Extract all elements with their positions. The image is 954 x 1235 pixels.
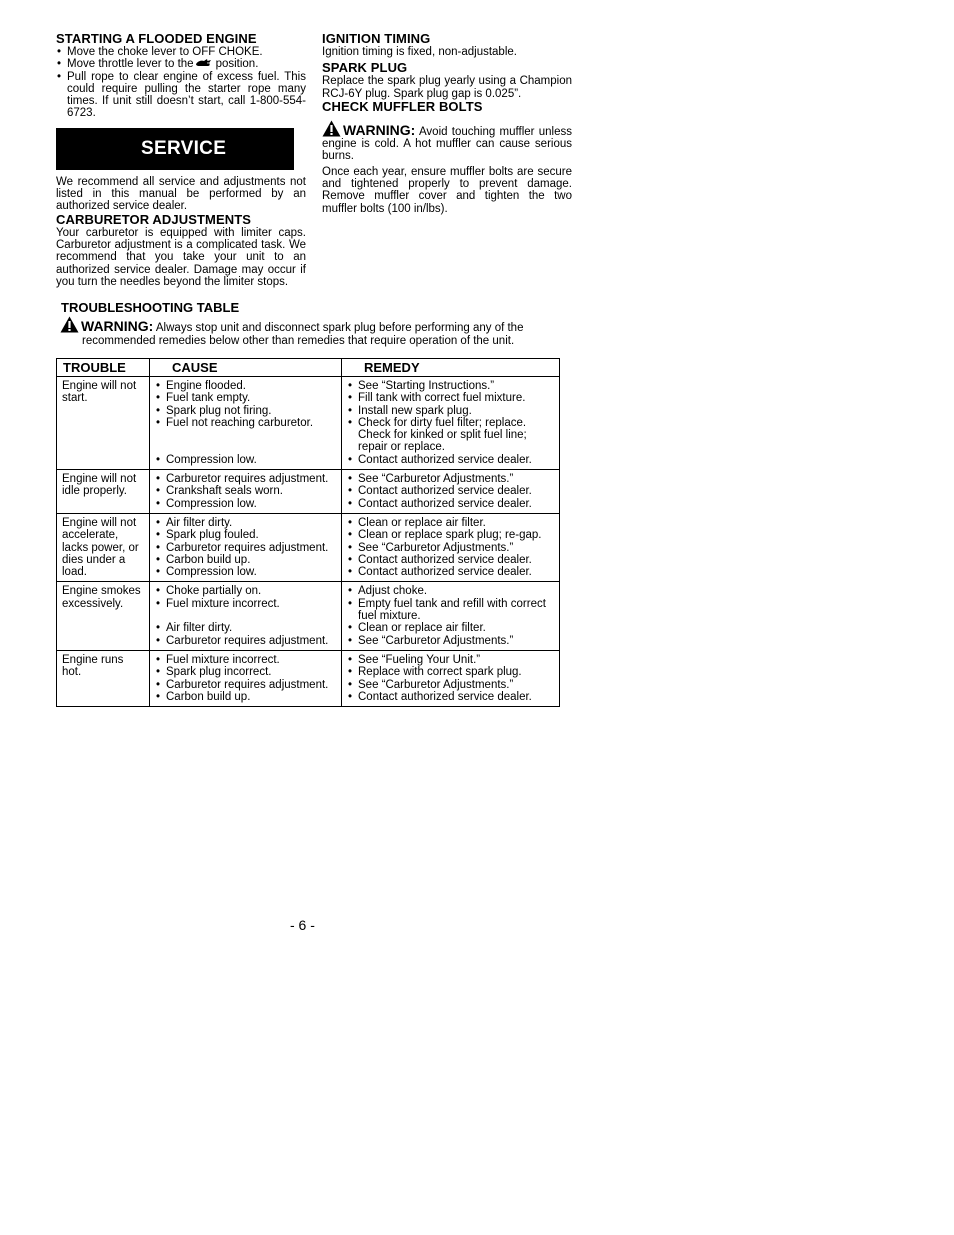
cause-item: • Fuel mixture incorrect. (155, 598, 337, 610)
muffler-warning-label: WARNING: (343, 121, 416, 138)
table-row (57, 650, 560, 706)
service-banner-title: SERVICE (141, 137, 227, 159)
remedy-item: • See “Carburetor Adjustments.” (347, 542, 555, 554)
remedy-item: • See “Starting Instructions.” (347, 380, 555, 392)
remedy-item: • See “Fueling Your Unit.” (347, 654, 555, 666)
right-column (322, 32, 572, 215)
troubleshooting-warning (60, 316, 562, 348)
remedy-item: • Empty fuel tank and refill with correct fuel mixture. (347, 598, 555, 623)
service-intro: We recommend all service and adjustments not listed in this manual be performed by an authorized service dealer. (56, 175, 306, 213)
warning-triangle-icon (60, 316, 79, 333)
remedy-cell (342, 582, 560, 650)
muffler-heading: CHECK MUFFLER BOLTS (322, 98, 483, 114)
trouble-cell: Engine runs hot. (57, 650, 150, 706)
remedy-cell (342, 513, 560, 581)
ignition-heading: IGNITION TIMING (322, 31, 431, 46)
cause-item: • Spark plug not firing. (155, 405, 337, 417)
carburetor-text: Your carburetor is equipped with limiter caps. Carburetor adjustment is a complicated task. We recommend that you take your unit to an authorized service dealer. Damage may occur if you turn the needles beyond the limiter stops. (56, 226, 306, 288)
remedy-item: • Contact authorized service dealer. (347, 566, 555, 578)
cause-item: • Spark plug fouled. (155, 529, 337, 541)
table-row (57, 470, 560, 514)
troubleshooting-warning-label: WARNING: (81, 318, 154, 334)
cause-cell (150, 377, 342, 470)
table-header-row (57, 359, 560, 377)
remedy-item: • Check for dirty fuel filter; replace. Check for kinked or split fuel line; repair or replace. (347, 417, 555, 454)
cause-item: • Engine flooded. (155, 380, 337, 392)
cause-item: • Carbon build up. (155, 691, 337, 703)
fast-throttle-rabbit-icon (195, 58, 213, 68)
table-row (57, 513, 560, 581)
troubleshooting-heading: TROUBLESHOOTING TABLE (61, 300, 240, 315)
cause-item: • Fuel tank empty. (155, 392, 337, 404)
remedy-item: • See “Carburetor Adjustments.” (347, 473, 555, 485)
cause-cell (150, 470, 342, 514)
flooded-engine-heading: STARTING A FLOODED ENGINE (56, 31, 257, 46)
cause-column-header: CAUSE (150, 359, 342, 377)
carburetor-heading: CARBURETOR ADJUSTMENTS (56, 211, 252, 227)
table-row (57, 582, 560, 650)
remedy-item: • Replace with correct spark plug. (347, 666, 555, 678)
remedy-item: • Fill tank with correct fuel mixture. (347, 392, 555, 404)
spark-plug-text: Replace the spark plug yearly using a Champion RCJ-6Y plug. Spark plug gap is 0.025”. (322, 75, 572, 100)
trouble-cell: Engine will not start. (57, 377, 150, 470)
cause-cell (150, 513, 342, 581)
flooded-step-1: • Move the choke lever to OFF CHOKE. (56, 46, 306, 58)
flooded-step-3: • Pull rope to clear engine of excess fuel. This could require pulling the starter rope many times. If unit still doesn’t start, call 1-800-554-6723. (56, 71, 306, 120)
left-column (56, 32, 306, 288)
ignition-text: Ignition timing is fixed, non-adjustable. (322, 46, 517, 58)
cause-cell (150, 582, 342, 650)
cause-item: • Compression low. (155, 566, 337, 578)
remedy-item: • Contact authorized service dealer. (347, 691, 555, 703)
trouble-cell: Engine will not idle properly. (57, 470, 150, 514)
remedy-item: • Clean or replace air filter. (347, 622, 555, 634)
remedy-item: • Contact authorized service dealer. (347, 485, 555, 497)
remedy-item: • Clean or replace air filter. (347, 517, 555, 529)
remedy-item: • Install new spark plug. (347, 405, 555, 417)
remedy-item: • Clean or replace spark plug; re-gap. (347, 529, 555, 541)
flooded-engine-steps (56, 46, 306, 120)
troubleshooting-table (56, 358, 560, 707)
cause-item: • Carburetor requires adjustment. (155, 473, 337, 485)
cause-item: • Air filter dirty. (155, 517, 337, 529)
cause-cell (150, 650, 342, 706)
cause-item: • Crankshaft seals worn. (155, 485, 337, 497)
remedy-item: • Contact authorized service dealer. (347, 454, 555, 466)
cause-item: • Choke partially on. (155, 585, 337, 597)
remedy-item: • See “Carburetor Adjustments.” (347, 679, 555, 691)
service-banner (56, 128, 294, 170)
cause-item: • Compression low. (155, 454, 337, 466)
trouble-cell: Engine will not accelerate, lacks power, or dies under a load. (57, 513, 150, 581)
cause-item: • Carbon build up. (155, 554, 337, 566)
muffler-warning (322, 120, 572, 163)
cause-item: • Fuel mixture incorrect. (155, 654, 337, 666)
flooded-step-2 (56, 58, 306, 70)
flooded-step-2-position: position. (215, 58, 259, 71)
cause-item: • Carburetor requires adjustment. (155, 635, 337, 647)
remedy-item: • See “Carburetor Adjustments.” (347, 635, 555, 647)
cause-item: • Air filter dirty. (155, 622, 337, 634)
page-number: - 6 - (290, 917, 315, 933)
cause-item: • Compression low. (155, 498, 337, 510)
trouble-column-header: TROUBLE (57, 359, 150, 377)
flooded-step-2-text: Move throttle lever to the (67, 58, 194, 71)
cause-item: • Fuel not reaching carburetor. (155, 417, 337, 429)
trouble-cell: Engine smokes excessively. (57, 582, 150, 650)
troubleshooting-warning-text-2: recommended remedies below other than remedies that require operation of the unit. (82, 335, 515, 347)
remedy-column-header: REMEDY (342, 359, 560, 377)
remedy-item: • Adjust choke. (347, 585, 555, 597)
troubleshooting-warning-text-1: Always stop unit and disconnect spark plug before performing any of the (155, 322, 524, 334)
remedy-cell (342, 377, 560, 470)
remedy-cell (342, 650, 560, 706)
muffler-warning-text: Avoid touching muffler unless engine is cold. A hot muffler can cause serious burns. (322, 125, 572, 163)
cause-item: • Spark plug incorrect. (155, 666, 337, 678)
remedy-item: • Contact authorized service dealer. (347, 498, 555, 510)
warning-triangle-icon (322, 120, 341, 137)
muffler-text: Once each year, ensure muffler bolts are secure and tightened properly to prevent damage. Remove muffler cover and tighten the two muffler bolts (100 in/lbs). (322, 165, 572, 215)
spark-plug-heading: SPARK PLUG (322, 60, 408, 76)
cause-item: • Carburetor requires adjustment. (155, 542, 337, 554)
table-row (57, 377, 560, 470)
cause-item: • Carburetor requires adjustment. (155, 679, 337, 691)
remedy-cell (342, 470, 560, 514)
remedy-item: • Contact authorized service dealer. (347, 554, 555, 566)
